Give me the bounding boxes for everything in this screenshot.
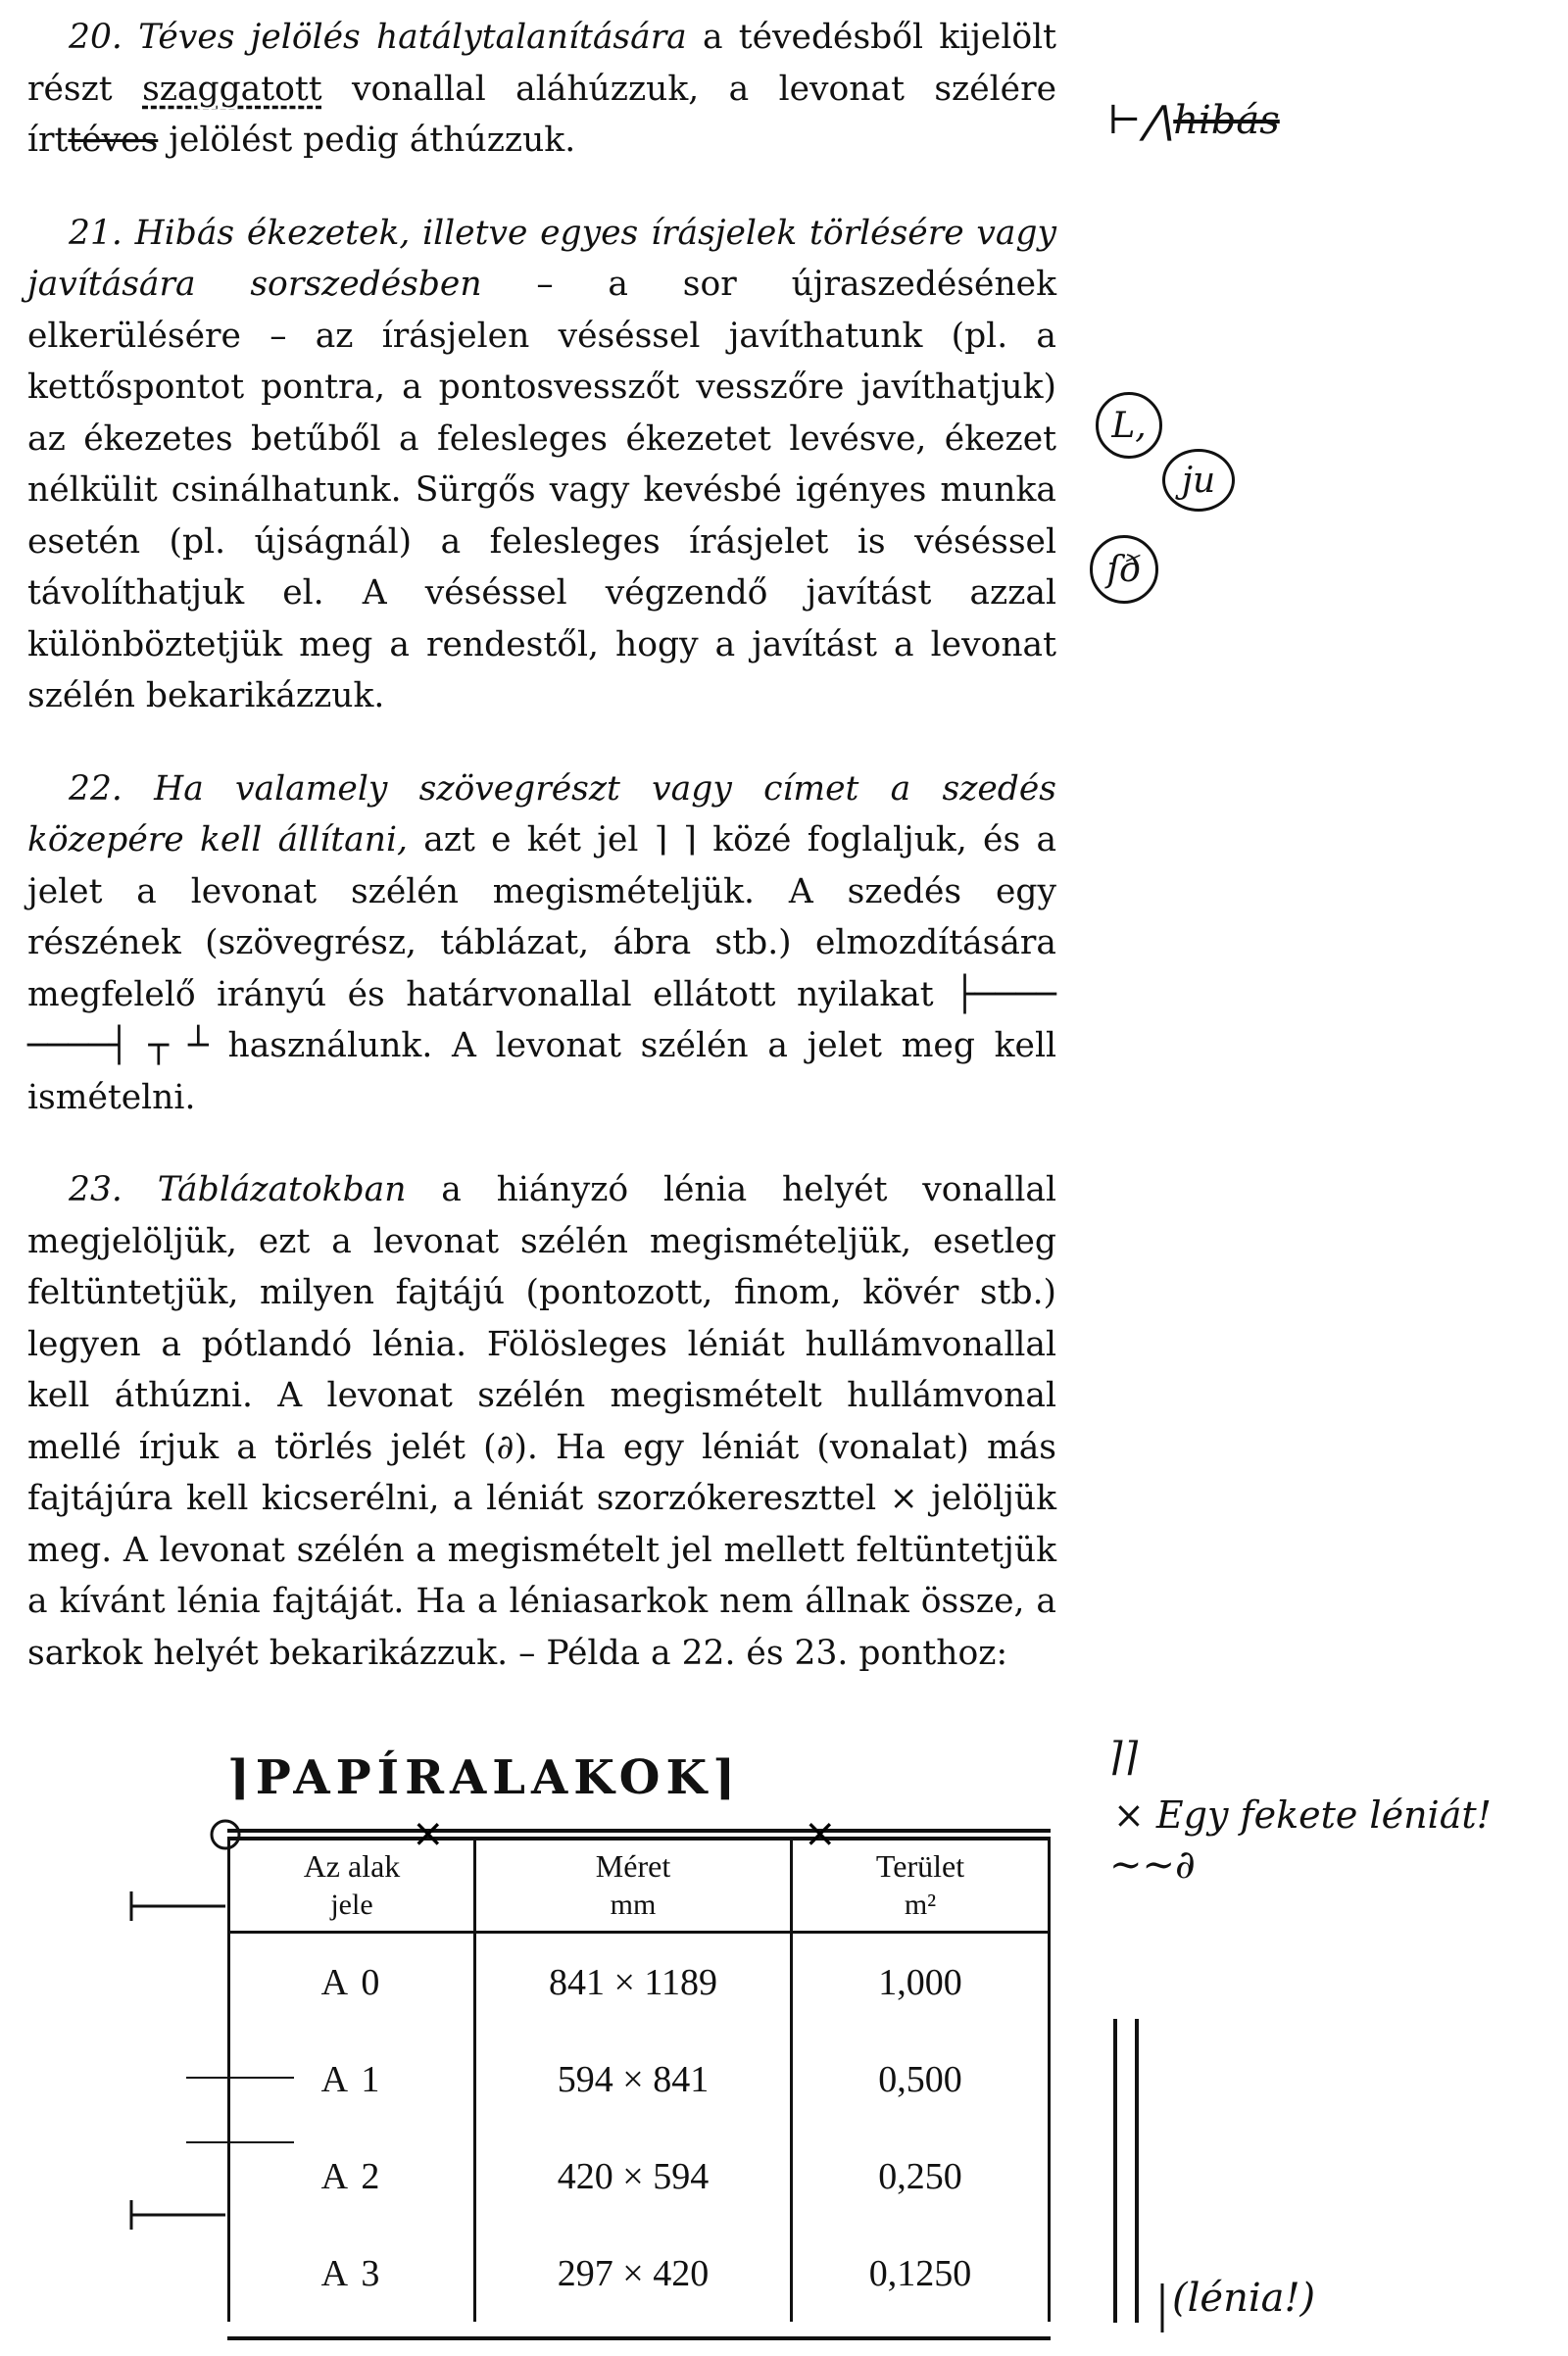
title-bracket-right: ⌉ bbox=[712, 1750, 741, 1805]
table-row bbox=[229, 2225, 1050, 2322]
p22-title: Ha valamely szövegrészt vagy címet a szedés közepére kell állítani, bbox=[27, 768, 1056, 859]
header-code bbox=[229, 1841, 475, 1933]
margin-note-egy-fekete: × Egy fekete léniát! bbox=[1113, 1793, 1492, 1837]
cross-sign: × bbox=[889, 1479, 918, 1518]
p22-number: 22. bbox=[69, 768, 122, 809]
header-size bbox=[475, 1841, 792, 1933]
cell-code: A 3 bbox=[229, 2225, 475, 2322]
p22-body-1: azt e két jel bbox=[423, 820, 639, 859]
p22-body-3: használunk. A levonat szélén a jelet meg kell ismételni. bbox=[27, 1026, 1057, 1117]
p23-number: 23. bbox=[69, 1170, 122, 1209]
header-size-bottom: mm bbox=[610, 1889, 657, 1921]
header-area-bottom: m² bbox=[904, 1889, 937, 1921]
p21-number: 21. bbox=[69, 213, 122, 253]
circle-ju-text: ju bbox=[1181, 460, 1216, 501]
figure-title-text: PAPÍRALAKOK bbox=[255, 1750, 713, 1805]
p20-text-3: jelölést pedig áthúzzuk. bbox=[169, 121, 576, 160]
header-code-bottom: jele bbox=[330, 1889, 373, 1921]
cell-area: 0,250 bbox=[792, 2128, 1050, 2225]
delete-sign: ∂ bbox=[496, 1427, 514, 1467]
p20-struck-mark: téves bbox=[68, 121, 159, 160]
cell-code: A 0 bbox=[229, 1933, 475, 2032]
cell-size: 420 × 594 bbox=[475, 2128, 792, 2225]
cell-size: 594 × 841 bbox=[475, 2031, 792, 2128]
p20-title: Téves jelölés hatálytalanítására bbox=[138, 18, 687, 57]
x-mark-1: × bbox=[412, 1811, 445, 1856]
cell-area: 1,000 bbox=[792, 1933, 1050, 2032]
cell-size: 841 × 1189 bbox=[475, 1933, 792, 2032]
move-arrows-sign: ├──── ────┤ ┬ ┴ bbox=[27, 974, 1056, 1065]
table-row bbox=[229, 2128, 1050, 2225]
cell-area: 0,1250 bbox=[792, 2225, 1050, 2322]
cell-size: 297 × 420 bbox=[475, 2225, 792, 2322]
p20-text-1: a tévedésből kijelölt részt bbox=[27, 18, 1057, 109]
table-row bbox=[229, 1933, 1050, 2032]
margin-delete-sign: ∂ bbox=[1175, 1842, 1196, 1888]
title-bracket-left: ⌉ bbox=[227, 1750, 256, 1805]
x-mark-2: × bbox=[804, 1811, 837, 1856]
circle-fo-text: ſð bbox=[1106, 549, 1142, 590]
p20-text-2: vonallal aláhúzzuk, a levonat szélére írt bbox=[27, 69, 1057, 160]
p22-body-2: közé foglaljuk, és a jelet a levonat szélén megismételjük. A szedés egy részének (szövegrész, táblázat, ábra stb.) elmozdítására megfelelő irányú és határvonallal ellátott nyilakat bbox=[27, 820, 1057, 1014]
p23-body-1: a hiányzó lénia helyét vonallal megjelöljük, ezt a levonat szélén megismételjük, esetleg feltüntetjük, milyen fajtájú (pontozott, finom, kövér stb.) legyen a pótlandó lénia. Fölösleges léniát hullámvonallal kell áthúzni. A levonat szélén megismételt hullámvonal mellé írjuk a törlés jelét ( bbox=[27, 1170, 1057, 1467]
p23-body-2: ). Ha egy léniát (vonalat) más fajtájúra kell kicserélni, a léniát szorzókereszttel bbox=[27, 1427, 1056, 1518]
p20-dashed-word: szaggatott bbox=[142, 69, 322, 109]
p20-number: 20. bbox=[69, 18, 122, 57]
header-code-top: Az alak bbox=[303, 1848, 401, 1884]
p21-title: Hibás ékezetek, illetve egyes írásjelek törlésére vagy javítására sorszedésben bbox=[27, 213, 1056, 304]
p23-title: Táblázatokban bbox=[157, 1170, 407, 1209]
cell-code: A 1 bbox=[229, 2031, 475, 2128]
margin-note-wavy-delete: ∼∼∂ bbox=[1109, 1842, 1196, 1888]
margin-mark-symbols: ⊢⋀ bbox=[1107, 98, 1174, 143]
header-area bbox=[792, 1841, 1050, 1933]
cell-area: 0,500 bbox=[792, 2031, 1050, 2128]
center-brackets-sign: ⌉ ⌉ bbox=[654, 820, 697, 859]
margin-hibas-text: hibás bbox=[1173, 98, 1280, 143]
margin-note-brackets: ⌉⌉ bbox=[1107, 1735, 1139, 1780]
table-header-row bbox=[229, 1841, 1050, 1933]
p23-body-3: jelöljük meg. A levonat szélén a megismételt jel mellett feltüntetjük a kívánt lénia fajtáját. Ha a léniasarkok nem állnak össze, a sarkok helyét bekarikázzuk. – Példa a 22. és 23. ponthoz: bbox=[27, 1479, 1056, 1673]
margin-note-lenia: (lénia!) bbox=[1172, 2276, 1316, 2321]
cell-code: A 2 bbox=[229, 2128, 475, 2225]
header-size-top: Méret bbox=[595, 1848, 671, 1884]
header-area-top: Terület bbox=[875, 1848, 965, 1884]
paper-sizes-table bbox=[227, 1841, 1051, 2322]
p21-body: – a sor újraszedésének elkerülésére – az írásjelen véséssel javíthatunk (pl. a kettőspontot pontra, a pontosvesszőt vesszőre javíthatjuk) az ékezetes betűből a felesleges ékezetet levésve, ékezet nélkülit csinálhatunk. Sürgős vagy kevésbé igényes munka esetén (pl. újságnál) a felesleges írásjelet is véséssel távolíthatjuk el. A véséssel végzendő javítást azzal különböztetjük meg a rendestől, hogy a javítást a levonat szélén bekarikázzuk. bbox=[27, 265, 1057, 715]
table-row bbox=[229, 2031, 1050, 2128]
circle-L-text: L, bbox=[1111, 405, 1147, 446]
